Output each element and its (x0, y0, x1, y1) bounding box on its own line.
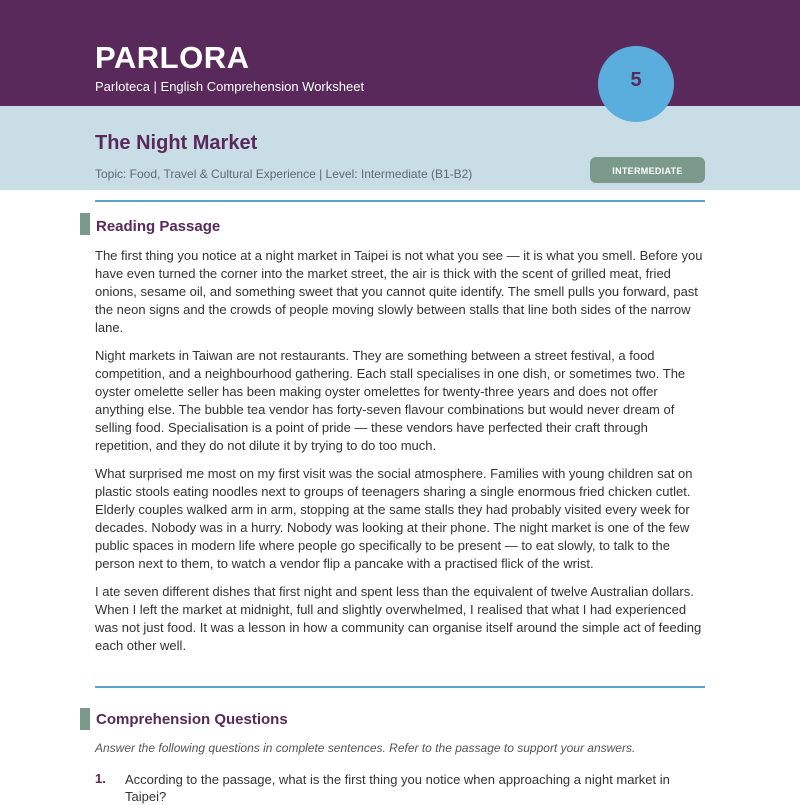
section-marker-questions (80, 708, 90, 730)
lesson-number-badge (598, 46, 674, 122)
passage-paragraph: Night markets in Taiwan are not restaurants. They are something between a street festival, a food competition, and a neighbourhood gathering. Each stall specialises in one dish, or sometimes two. The oyster omelette seller has been making oyster omelettes for twenty-three years and does not offer anything else. The bubble tea vendor has forty-seven flavour combinations but would never dream of selling food. Specialisation is a point of pride — these vendors have perfected their craft through repetition, and they do not dilute it by trying to do too much. (95, 348, 686, 453)
divider-top (95, 200, 705, 202)
section-marker-reading (80, 213, 90, 235)
level-badge: INTERMEDIATE (590, 157, 705, 183)
brand-name: PARLORA (95, 40, 250, 75)
divider-middle (95, 686, 705, 688)
header-subtitle: Parloteca | English Comprehension Worksheet (95, 79, 365, 94)
question-text: According to the passage, what is the first thing you notice when approaching a night market in Taipei? (125, 772, 670, 804)
question-number: 1. (95, 771, 106, 786)
reading-heading: Reading Passage (96, 218, 221, 235)
reading-passage (95, 247, 707, 665)
passage-paragraph: The first thing you notice at a night market in Taipei is not what you see — it is what you smell. Before you have even turned the corner into the market street, the air is thick with the scent of grilled meat, fried onions, sesame oil, and something sweet that you cannot quite identify. The smell pulls you forward, past the neon signs and the crowds of people moving slowly between stalls that line both sides of the narrow lane. (95, 248, 703, 335)
worksheet-header (0, 0, 800, 106)
topic-line: Topic: Food, Travel & Cultural Experience | Level: Intermediate (B1-B2) (95, 167, 473, 181)
passage-paragraph: I ate seven different dishes that first night and spent less than the equivalent of twelve Australian dollars. When I left the market at midnight, full and slightly overwhelmed, I realised that what I had experienced was not just food. It was a lesson in how a community can organise itself around the simple act of feeding each other well. (95, 584, 702, 653)
lesson-title: The Night Market (95, 132, 258, 154)
passage-paragraph: What surprised me most on my first visit was the social atmosphere. Families with young children sat on plastic stools eating noodles next to groups of teenagers sharing a single enormous fried chicken cutlet. Elderly couples walked arm in arm, stopping at the same stalls they had probably visited every week for decades. Nobody was in a hurry. Nobody was looking at their phone. The night market is one of the few public spaces in modern life where people go specifically to be present — to eat slowly, to talk to the person next to them, to watch a vendor flip a pancake with a practised flick of the wrist. (95, 466, 693, 571)
questions-heading: Comprehension Questions (96, 711, 288, 728)
questions-instructions: Answer the following questions in complete sentences. Refer to the passage to support your answers. (95, 741, 636, 755)
lesson-number: 5 (630, 69, 642, 91)
